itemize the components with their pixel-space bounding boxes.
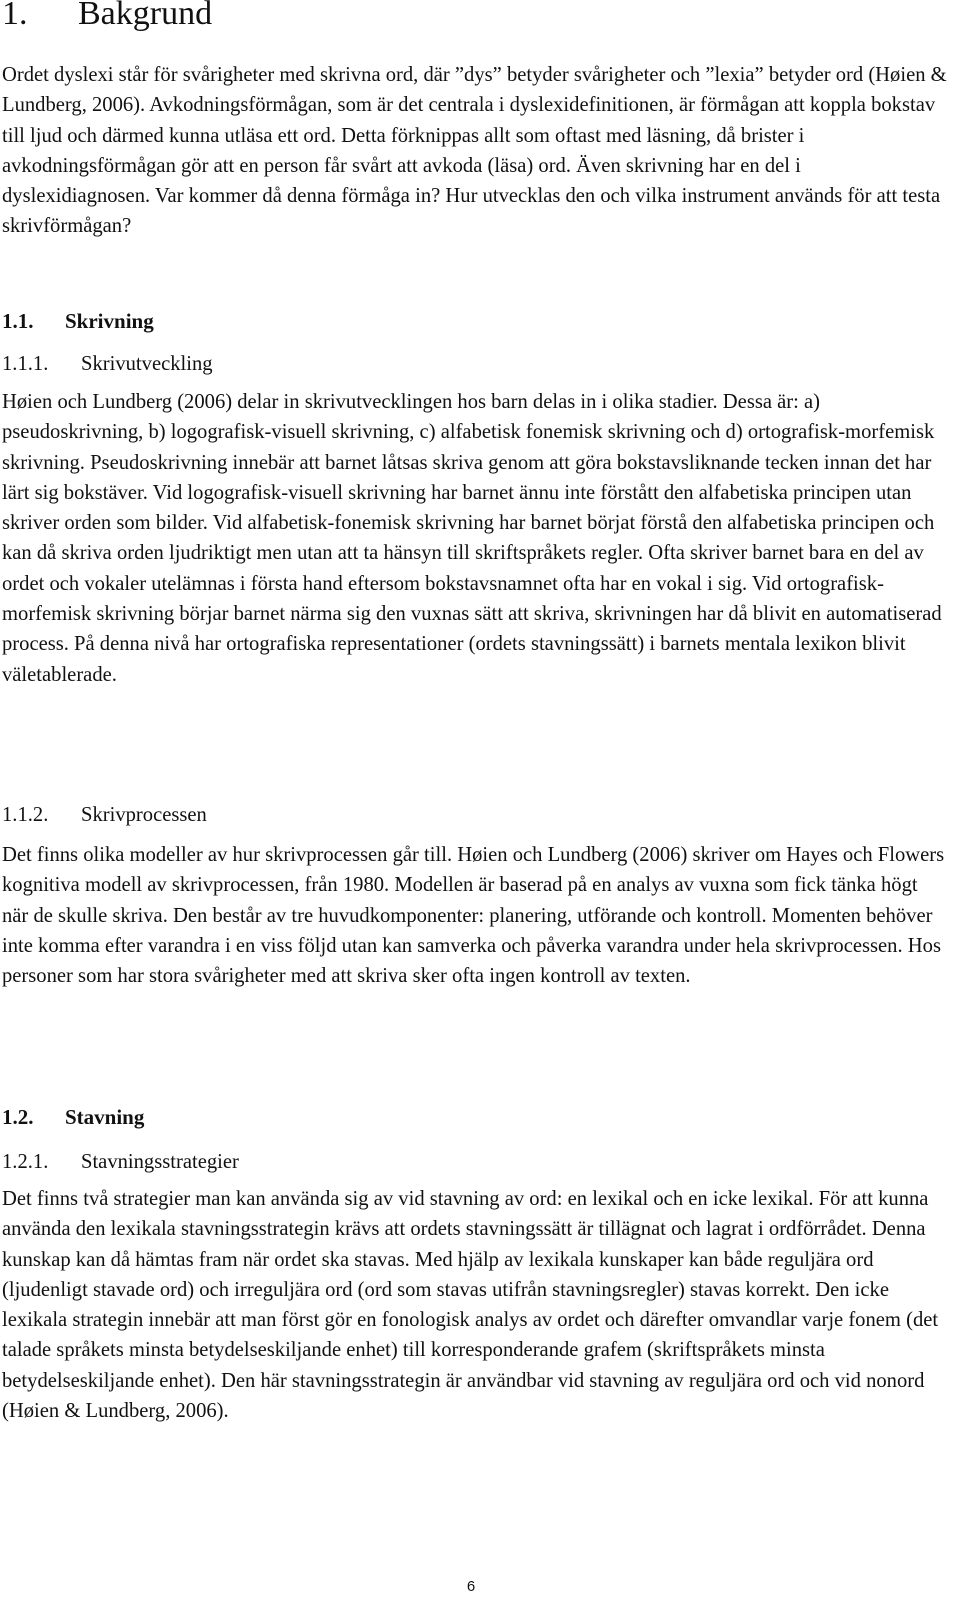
section-1-1-title: Skrivning: [65, 309, 154, 333]
heading-1: [2, 0, 212, 34]
section-1-2-heading: [2, 1102, 144, 1132]
heading-1-number: 1.: [2, 0, 28, 32]
stavningsstrategier-paragraph: Det finns två strategier man kan använda sig av vid stavning av ord: en lexikal och en icke lexikal. För att kunna använda den lexikala stavningsstrategin krävs att ordets stavningssätt är tillägnat och lagrat i ordförrådet. Denna kunskap kan då hämtas fram när ordet ska stavas. Med hjälp av lexikala kunskaper kan både reguljära ord (ljudenligt stavade ord) och irreguljära ord (ord som stavas utifrån stavningsregler) stavas korrekt. Den icke lexikala strategin innebär att man först gör en fonologisk analys av ordet och därefter omvandlar varje fonem (det talade språkets minsta betydelseskiljande enhet) till korresponderande grafem (skriftspråkets minsta betydelseskiljande enhet). Den här stavningsstrategin är användbar vid stavning av reguljära ord och vid nonord (Høien & Lundberg, 2006).: [2, 1188, 939, 1423]
section-1-2-1-heading: [2, 1147, 239, 1177]
section-1-2-1-title: Stavningsstrategier: [81, 1151, 239, 1173]
section-1-1-2-title: Skrivprocessen: [81, 804, 207, 826]
skrivprocessen-paragraph: Det finns olika modeller av hur skrivprocessen går till. Høien och Lundberg (2006) skriver om Hayes och Flowers kognitiva modell av skrivprocessen, från 1980. Modellen är baserad på en analys av vuxna som fick tänka högt när de skulle skriva. Den består av tre huvudkomponenter: planering, utförande och kontroll. Momenten behöver inte komma efter varandra i en viss följd utan kan samverka och påverka varandra under hela skrivprocessen. Hos personer som har stora svårigheter med att skriva sker ofta ingen kontroll av texten.: [2, 844, 945, 988]
section-1-1-1-heading: [2, 349, 213, 379]
section-1-1-2-number: 1.1.2.: [2, 804, 49, 826]
section-1-2-title: Stavning: [65, 1105, 145, 1129]
section-1-1-1-number: 1.1.1.: [2, 353, 49, 375]
section-1-1-number: 1.1.: [2, 309, 34, 333]
intro-paragraph: Ordet dyslexi står för svårigheter med skrivna ord, där ”dys” betyder svårigheter och ”lexia” betyder ord (Høien & Lundberg, 2006). Avkodningsförmågan, som är det centrala i dyslexidefinitionen, är förmågan att koppla bokstav till ljud och därmed kunna utläsa ett ord. Detta förknippas allt som oftast med läsning, då brister i avkodningsförmågan gör att en person får svårt att avkoda (läsa) ord. Även skrivning har en del i dyslexidiagnosen. Var kommer då denna förmåga in? Hur utvecklas den och vilka instrument används för att testa skrivförmågan?: [2, 64, 947, 238]
section-1-2-1-number: 1.2.1.: [2, 1151, 49, 1173]
page-number: 6: [466, 1578, 476, 1595]
section-1-1-heading: [2, 306, 154, 336]
heading-1-title: Bakgrund: [78, 0, 213, 32]
section-1-1-2-heading: [2, 800, 207, 830]
section-1-2-number: 1.2.: [2, 1105, 34, 1129]
skrivutveckling-paragraph: Høien och Lundberg (2006) delar in skrivutvecklingen hos barn delas in i olika stadier. Dessa är: a) pseudoskrivning, b) logografisk-visuell skrivning, c) alfabetisk fonemisk skrivning och d) ortografisk-morfemisk skrivning. Pseudoskrivning innebär att barnet låtsas skriva genom att göra bokstavsliknande tecken innan det har lärt sig bokstäver. Vid logografisk-visuell skrivning har barnet ännu inte förstått den alfabetiska principen utan skriver orden som bilder. Vid alfabetisk-fonemisk skrivning har barnet börjat förstå den alfabetiska principen och kan då skriva orden ljudriktigt men utan att ta hänsyn till skriftspråkets regler. Ofta skriver barnet bara en del av ordet och vokaler utelämnas i första hand eftersom bokstavsnamnet ofta har en vokal i sig. Vid ortografisk-morfemisk skrivning börjar barnet närma sig den vuxnas sätt att skriva, skrivningen har då blivit en automatiserad process. På denna nivå har ortografiska representationer (ordets stavningssätt) i barnets mentala lexikon blivit väletablerade.: [2, 391, 942, 686]
section-1-1-1-title: Skrivutveckling: [81, 353, 213, 375]
